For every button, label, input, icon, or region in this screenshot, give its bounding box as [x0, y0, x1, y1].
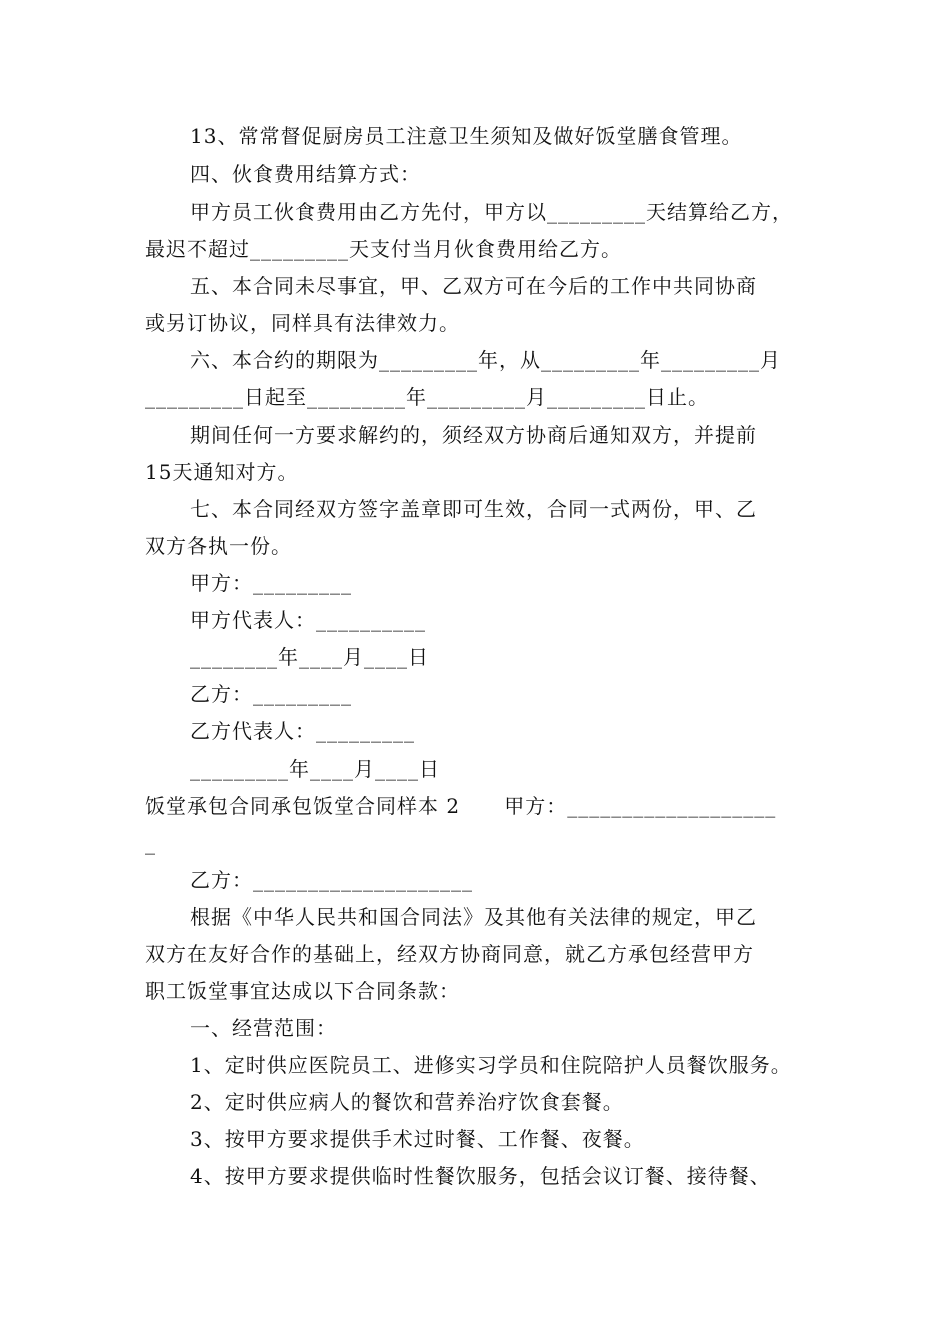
text-line: 五、本合同未尽事宜，甲、乙双方可在今后的工作中共同协商	[190, 274, 757, 298]
party-a-line: 甲方：_________	[190, 571, 352, 595]
section-heading: 四、伙食费用结算方式：	[190, 162, 421, 186]
list-item: 4、按甲方要求提供临时性餐饮服务，包括会议订餐、接待餐、	[190, 1164, 771, 1188]
text-line: _________日起至_________年_________月_________日止。	[145, 385, 709, 409]
date-line: ________年____月____日	[190, 645, 429, 669]
date-line: _________年____月____日	[190, 757, 440, 781]
text-line: 期间任何一方要求解约的，须经双方协商后通知双方，并提前	[190, 423, 757, 447]
text-line: 根据《中华人民共和国合同法》及其他有关法律的规定，甲乙	[190, 905, 757, 929]
text-line: 甲方员工伙食费用由乙方先付，甲方以_________天结算给乙方，	[190, 200, 793, 224]
text-line: 七、本合同经双方签字盖章即可生效，合同一式两份，甲、乙	[190, 497, 757, 521]
text-line: 六、本合约的期限为_________年，从_________年_________月	[190, 348, 781, 372]
list-item: 3、按甲方要求提供手术过时餐、工作餐、夜餐。	[190, 1127, 645, 1151]
text-line: 或另订协议，同样具有法律效力。	[145, 311, 460, 335]
section-heading: 一、经营范围：	[190, 1016, 337, 1040]
list-item: 2、定时供应病人的餐饮和营养治疗饮食套餐。	[190, 1090, 624, 1114]
party-b-line: 乙方：_________	[190, 682, 352, 706]
text-line: 双方各执一份。	[145, 534, 292, 558]
text-line: 双方在友好合作的基础上，经双方协商同意，就乙方承包经营甲方	[145, 942, 754, 966]
list-item: 1、定时供应医院员工、进修实习学员和住院陪护人员餐饮服务。	[190, 1053, 792, 1077]
text-line: 最迟不超过_________天支付当月伙食费用给乙方。	[145, 237, 622, 261]
text-line: 13、常常督促厨房员工注意卫生须知及做好饭堂膳食管理。	[190, 124, 743, 148]
text-line: _	[145, 831, 156, 855]
party-a-representative-line: 甲方代表人：__________	[190, 608, 426, 632]
party-b-line: 乙方：____________________	[190, 868, 473, 892]
text-line: 职工饭堂事宜达成以下合同条款：	[145, 979, 460, 1003]
text-line: 15天通知对方。	[145, 460, 299, 484]
contract-title-line: 饭堂承包合同承包饭堂合同样本 2 甲方：___________________	[145, 794, 777, 818]
party-b-representative-line: 乙方代表人：_________	[190, 719, 415, 743]
